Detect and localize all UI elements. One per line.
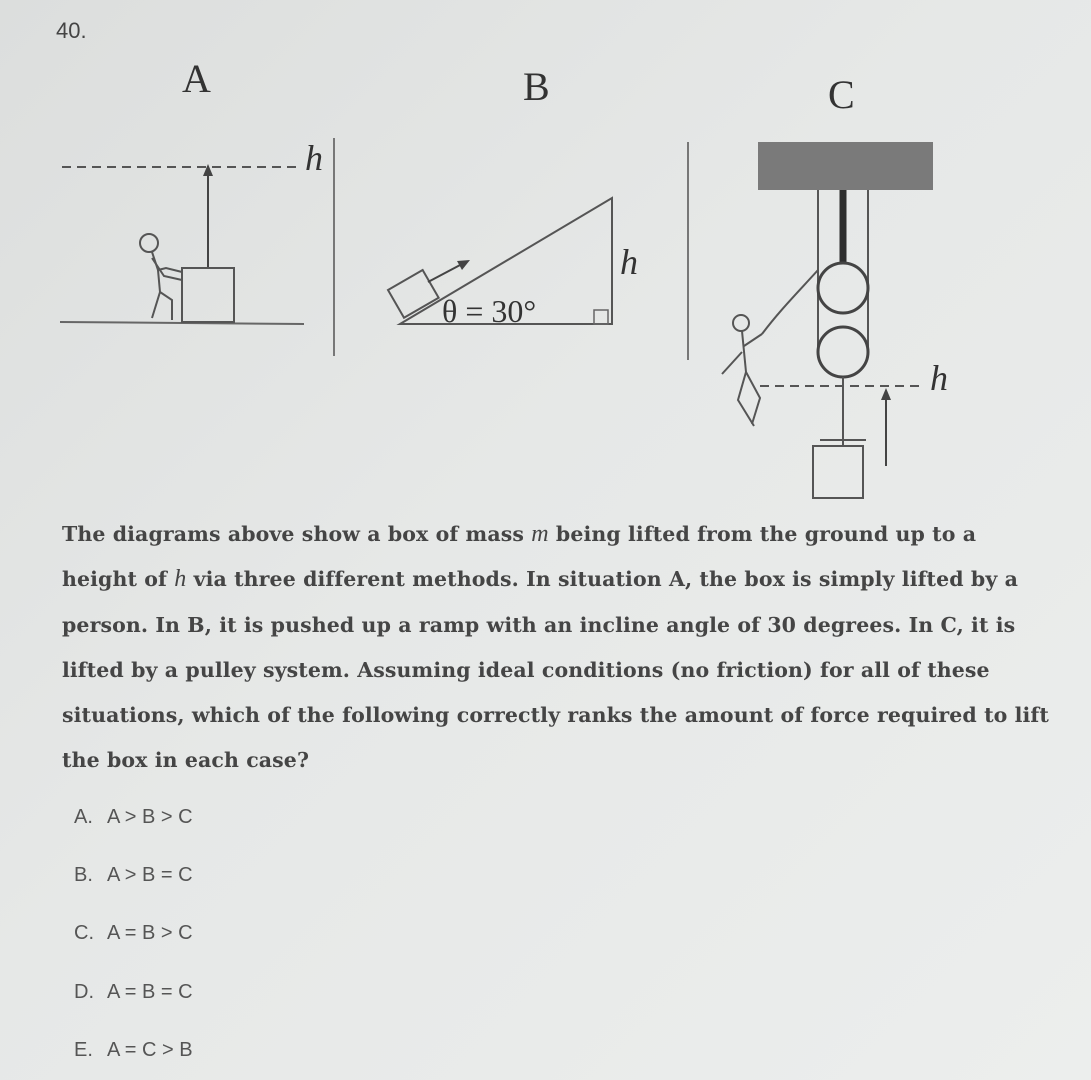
option-a[interactable]: A. A > B > C: [74, 806, 193, 828]
ceiling-support: [758, 142, 933, 190]
person-a-icon: [140, 234, 182, 320]
upper-pulley-icon: [818, 263, 868, 313]
label-a: A: [182, 56, 211, 101]
question-part-2: being lifted from the ground up to a height of: [62, 522, 977, 592]
question-text: [62, 512, 1052, 784]
question-number: 40.: [56, 18, 87, 43]
box-c: [813, 446, 863, 498]
height-label-a: h: [305, 138, 323, 178]
person-c-icon: [722, 315, 762, 426]
box-b: [388, 270, 439, 318]
height-label-c: h: [930, 358, 948, 398]
arrow-up-c-icon: [881, 388, 891, 400]
lower-pulley-icon: [818, 327, 868, 377]
box-a: [182, 268, 234, 322]
option-c[interactable]: C. A = B > C: [74, 922, 193, 944]
label-b: B: [523, 64, 550, 109]
arrow-up-icon: [203, 164, 213, 176]
option-b[interactable]: B. A > B = C: [74, 864, 193, 886]
label-c: C: [828, 72, 855, 117]
option-d[interactable]: D. A = B = C: [74, 981, 193, 1003]
mass-symbol: m: [531, 521, 549, 547]
angle-label: θ = 30°: [442, 293, 537, 329]
question-part-1: The diagrams above show a box of mass: [62, 522, 532, 546]
question-part-3: via three different methods. In situation A, the box is simply lifted by a person. In B, it is pushed up a ramp with an incline angle of 30 degrees. In C, it is lifted by a pulley system. Assuming ideal conditions (no friction) for all of these situations, which of the following correctly ranks the amount of force required to lift the box in each case?: [62, 567, 1049, 773]
height-label-b: h: [620, 242, 638, 282]
height-symbol: h: [174, 566, 187, 593]
right-angle-mark: [594, 310, 608, 324]
rope: [762, 270, 818, 334]
physics-diagram: [0, 0, 1091, 510]
option-e[interactable]: E. A = C > B: [74, 1039, 193, 1061]
